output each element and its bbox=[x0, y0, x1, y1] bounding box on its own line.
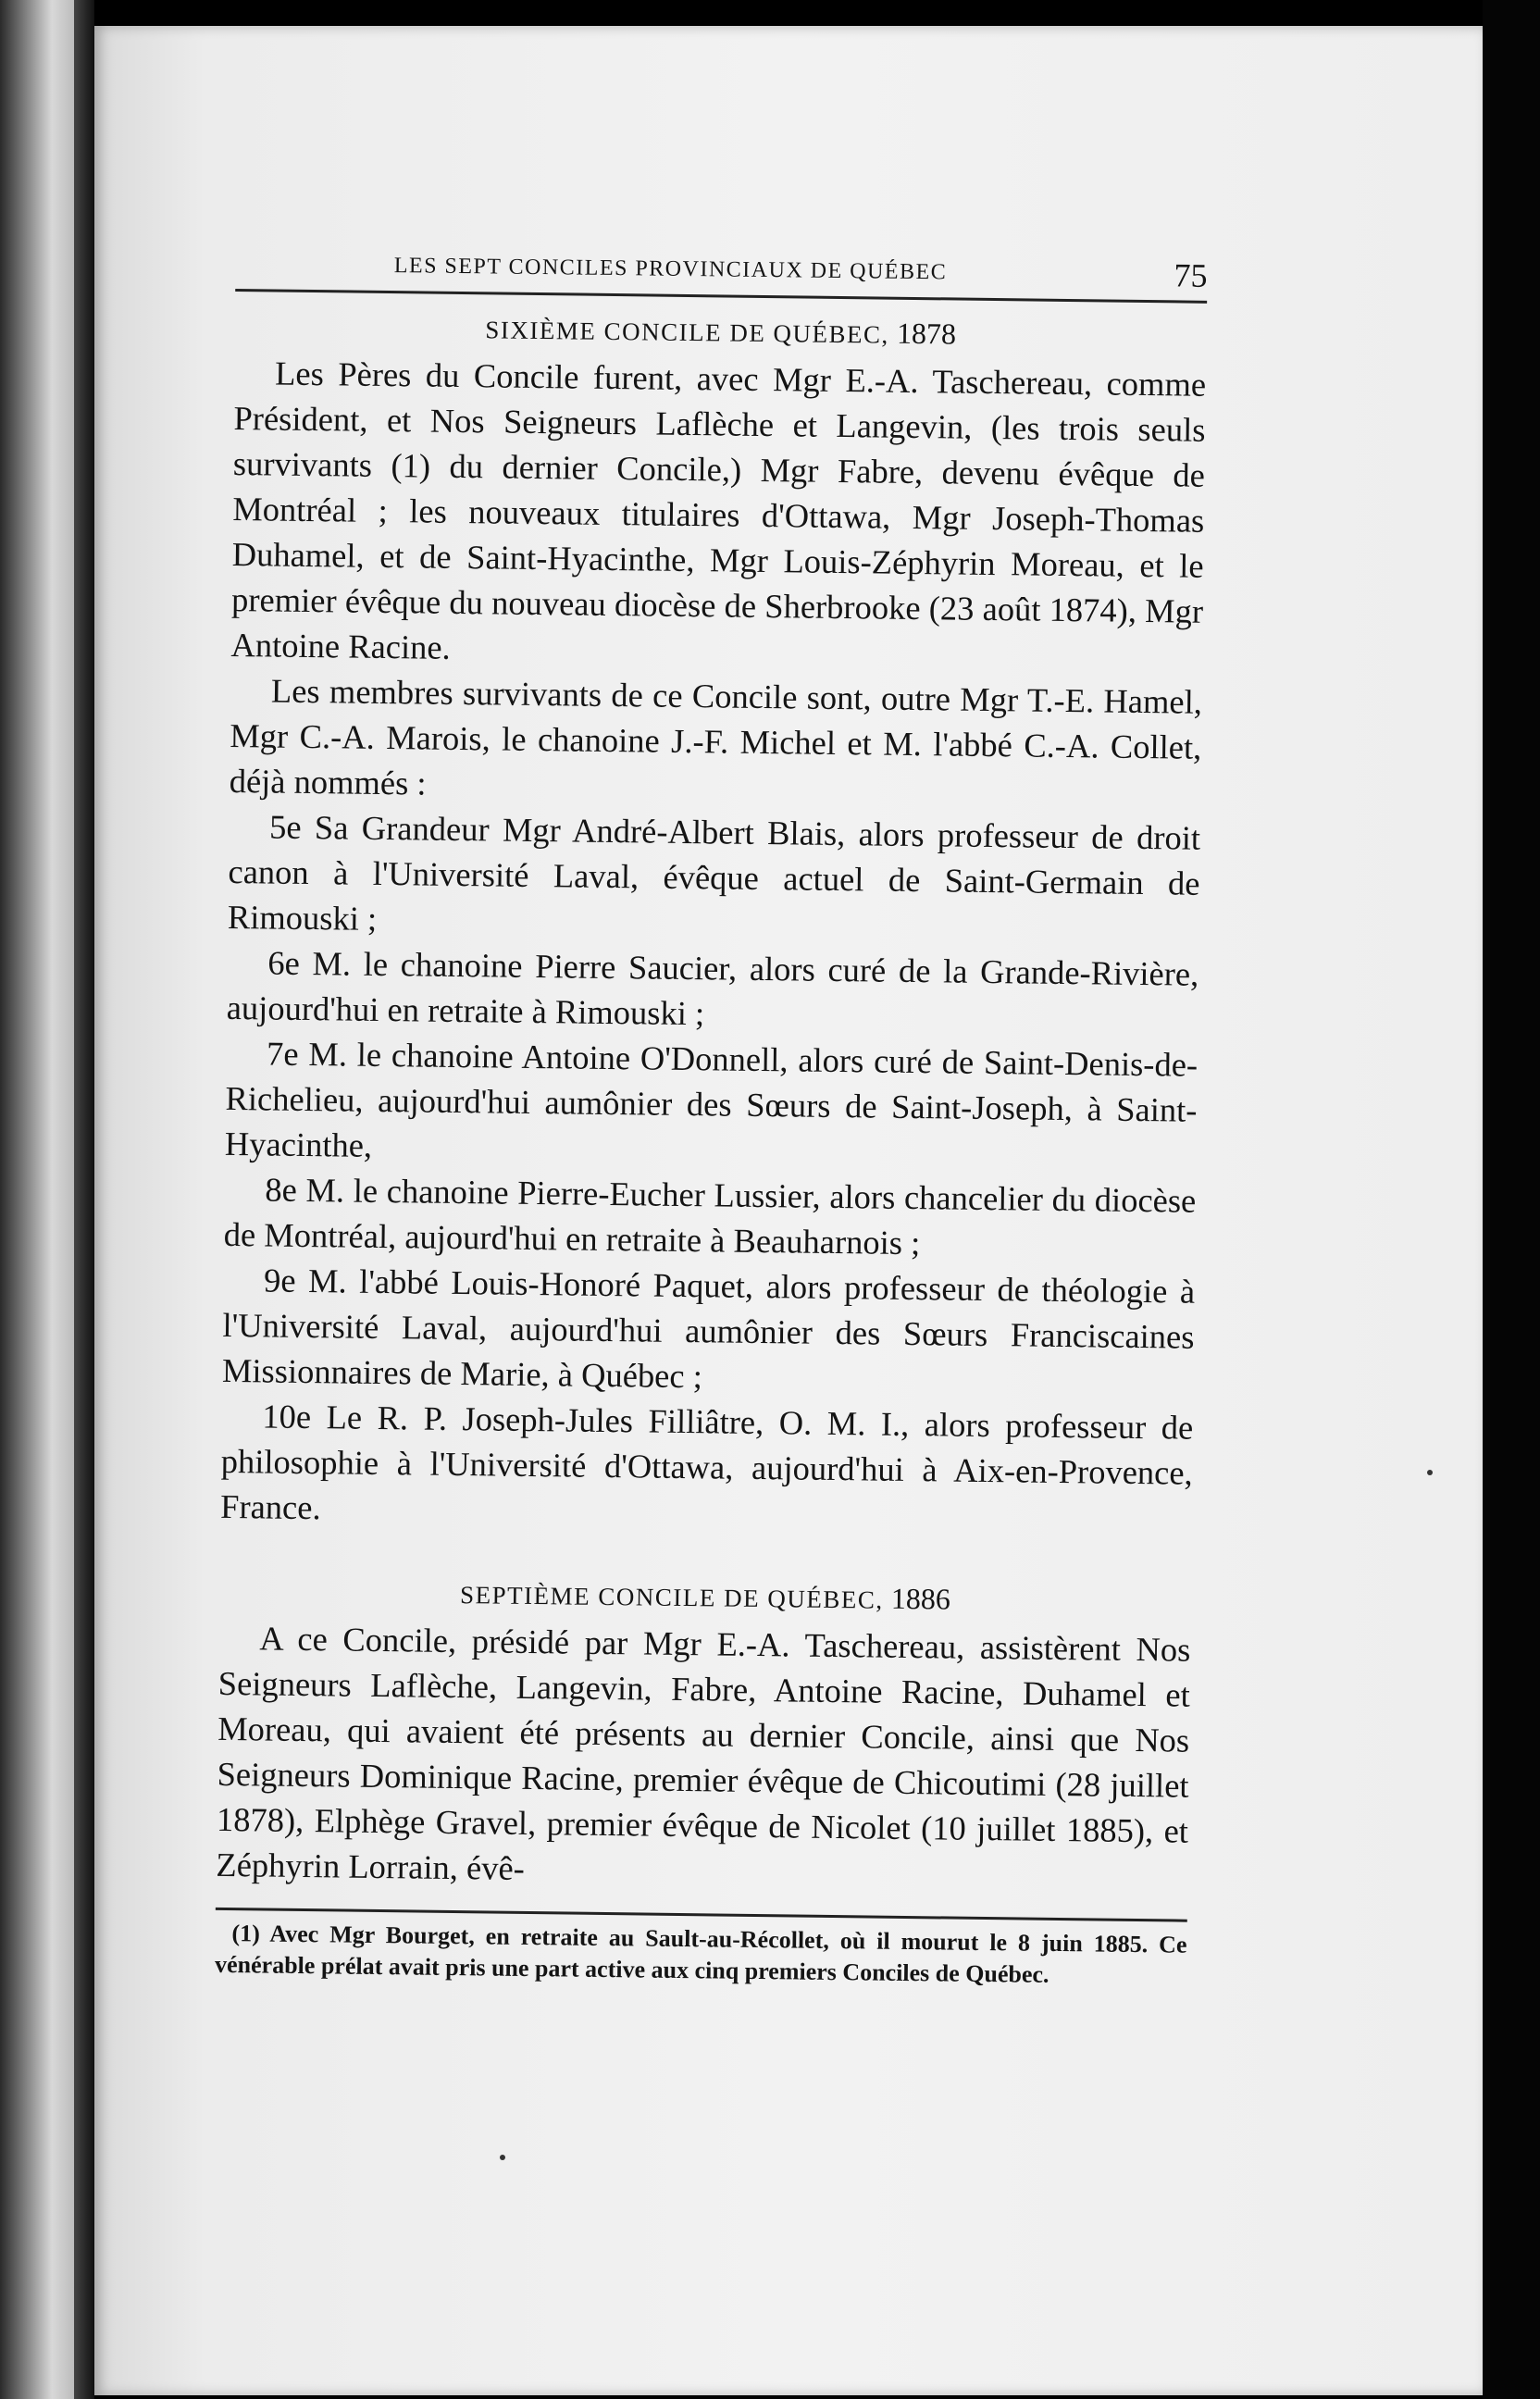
paragraph: Les membres survivants de ce Concile sont, outre Mgr T.-E. Hamel, Mgr C.-A. Marois, le chanoine J.-F. Michel et M. l'abbé C.-A. Collet, déjà nommés : bbox=[229, 671, 1203, 802]
paper-speck bbox=[1427, 1470, 1433, 1475]
section-heading-text: SEPTIÈME CONCILE DE QUÉBEC, bbox=[459, 1581, 884, 1614]
section-heading-text: SIXIÈME CONCILE DE QUÉBEC, bbox=[485, 316, 889, 349]
section-heading-sixth-council bbox=[235, 308, 1207, 354]
section-heading-year: 1886 bbox=[890, 1581, 951, 1616]
section-body-sixth-council bbox=[220, 350, 1206, 1541]
numbered-entry: 7e M. le chanoine Antoine O'Donnell, alors curé de Saint-Denis-de-Richelieu, aujourd'hui aumônier des Sœurs de Saint-Joseph, à Saint-Hyacinthe, bbox=[224, 1034, 1198, 1164]
numbered-entry: 6e M. le chanoine Pierre Saucier, alors curé de la Grande-Rivière, aujourd'hui en retraite à Rimouski ; bbox=[226, 943, 1199, 1033]
previous-page-edge bbox=[0, 0, 74, 2399]
numbered-entry: 5e Sa Grandeur Mgr André-Albert Blais, alors professeur de droit canon à l'Université Laval, évêque actuel de Saint-Germain de Rimouski ; bbox=[227, 807, 1201, 938]
scan-border bbox=[1483, 0, 1540, 2399]
book-gutter bbox=[74, 0, 94, 2399]
running-header bbox=[235, 231, 1208, 304]
section-heading-year: 1878 bbox=[896, 316, 957, 351]
paragraph: A ce Concile, présidé par Mgr E.-A. Taschereau, assistèrent Nos Seigneurs Laflèche, Langevin, Fabre, Antoine Racine, Duhamel et Moreau, qui avaient été présents au dernier Concile, ainsi que Nos Seigneurs Dominique Racine, premier évêque de Chicoutimi (28 juillet 1878), Elphège Gravel, premier évêque de Nicolet (10 juillet 1885), et Zéphyrin Lorrain, évê- bbox=[216, 1619, 1191, 1887]
numbered-entry: 8e M. le chanoine Pierre-Eucher Lussier, alors chancelier du diocèse de Montréal, aujourd'hui en retraite à Beauharnois ; bbox=[223, 1170, 1197, 1262]
section-body-seventh-council bbox=[216, 1615, 1191, 1899]
running-title: LES SEPT CONCILES PROVINCIAUX DE QUÉBEC bbox=[393, 254, 948, 285]
section-heading-seventh-council bbox=[219, 1573, 1191, 1620]
numbered-entry: 9e M. l'abbé Louis-Honoré Paquet, alors professeur de théologie à l'Université Laval, aujourd'hui aumônier des Sœurs Franciscaines Missionnaires de Marie, à Québec ; bbox=[221, 1261, 1196, 1396]
paragraph: Les Pères du Concile furent, avec Mgr E.-A. Taschereau, comme Président, et Nos Seigneurs Laflèche et Langevin, (les trois seuls survivants (1) du dernier Concile,) Mgr Fabre, devenu évêque de Montréal ; les nouveaux titulaires d'Ottawa, Mgr Joseph-Thomas Duhamel, et de Saint-Hyacinthe, Mgr Louis-Zéphyrin Moreau, et le premier évêque du nouveau diocèse de Sherbrooke (23 août 1874), Mgr Antoine Racine. bbox=[230, 354, 1207, 666]
footnote: (1) Avec Mgr Bourget, en retraite au Sault-au-Récollet, où il mourut le 8 juin 1885. Ce vénérable prélat avait pris une part active aux cinq premiers Conciles de Québec. bbox=[214, 1920, 1187, 1988]
numbered-entry: 10e Le R. P. Joseph-Jules Filliâtre, O. M. I., alors professeur de philosophie à l'Université d'Ottawa, aujourd'hui à Aix-en-Provence, France. bbox=[219, 1397, 1194, 1527]
page-number: 75 bbox=[1174, 256, 1208, 294]
paper-speck bbox=[500, 2155, 505, 2160]
page-content bbox=[215, 231, 1208, 1993]
